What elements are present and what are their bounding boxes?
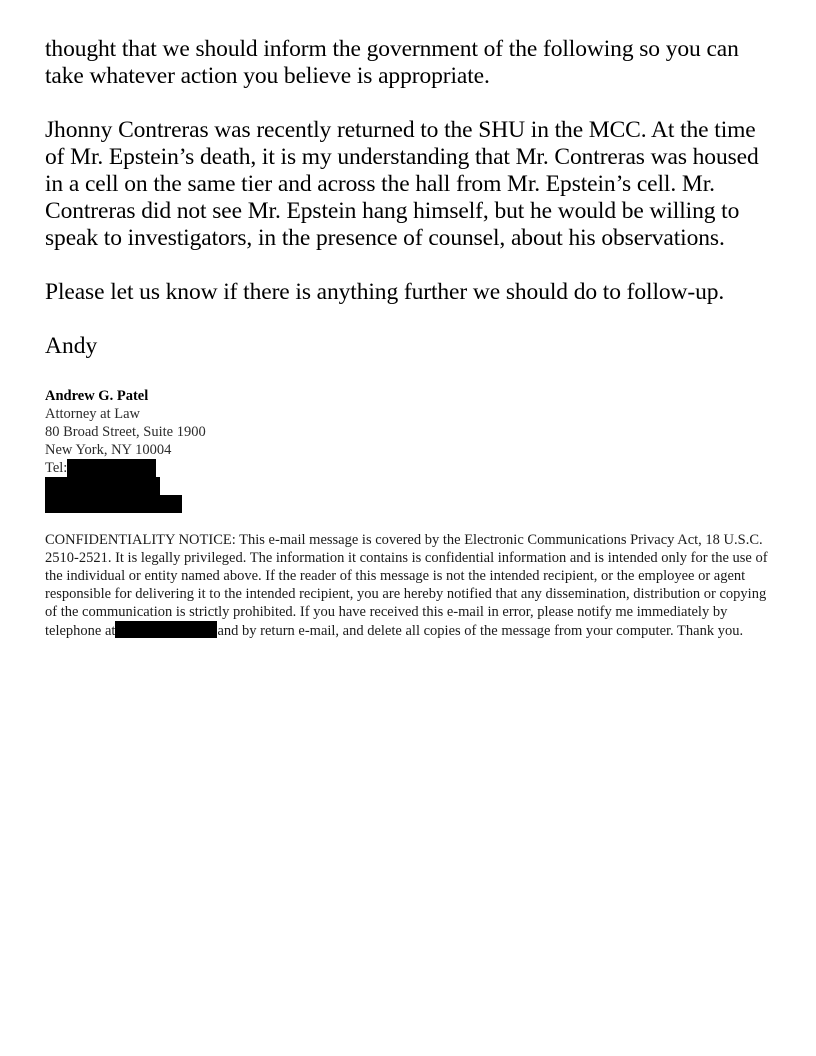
redaction-block-line1 (45, 477, 160, 495)
email-signature (45, 387, 775, 513)
signature-title: Attorney at Law (45, 406, 141, 422)
body-paragraph-followup: Please let us know if there is anything further we should do to follow-up. (45, 279, 725, 305)
confidentiality-notice (45, 531, 775, 640)
body-paragraph-intro: thought that we should inform the government of the following so you can take whatever action you believe is appropriate. (45, 36, 739, 89)
signature-address-line1: 80 Broad Street, Suite 1900 (45, 424, 206, 440)
signature-redacted-line-2 (45, 495, 775, 513)
redaction-block-tel (67, 459, 156, 477)
signature-name: Andrew G. Patel (45, 388, 149, 404)
email-document (45, 36, 775, 640)
signature-tel-line (45, 459, 775, 477)
signature-redacted-line-1 (45, 477, 775, 495)
notice-text-before: CONFIDENTIALITY NOTICE: This e-mail message is covered by the Electronic Communications Privacy Act, 18 U.S.C. 2510-2521. It is legally privileged. The information it contains is confidential information and is intended only for the use of the individual or entity named above. If the reader of this message is not the intended recipient, or the employee or agent responsible for delivering it to the intended recipient, you are hereby notified that any dissemination, distribution or copying of the communication is strictly prohibited. If you have received this e-mail in error, please notify me immediately by telephone at (45, 532, 768, 639)
notice-text-after: and by return e-mail, and delete all copies of the message from your computer. Thank you. (217, 623, 744, 639)
signoff: Andy (45, 333, 98, 359)
redaction-block-line2 (45, 495, 182, 513)
body-paragraph-contreras: Jhonny Contreras was recently returned to the SHU in the MCC. At the time of Mr. Epstein’s death, it is my understanding that Mr. Contreras was housed in a cell on the same tier and across the hall from Mr. Epstein’s cell. Mr. Contreras did not see Mr. Epstein hang himself, but he would be willing to speak to investigators, in the presence of counsel, about his observations. (45, 117, 759, 251)
signature-tel-label: Tel: (45, 460, 68, 476)
redaction-block-notice-phone (115, 621, 217, 638)
signature-address-line2: New York, NY 10004 (45, 442, 172, 458)
